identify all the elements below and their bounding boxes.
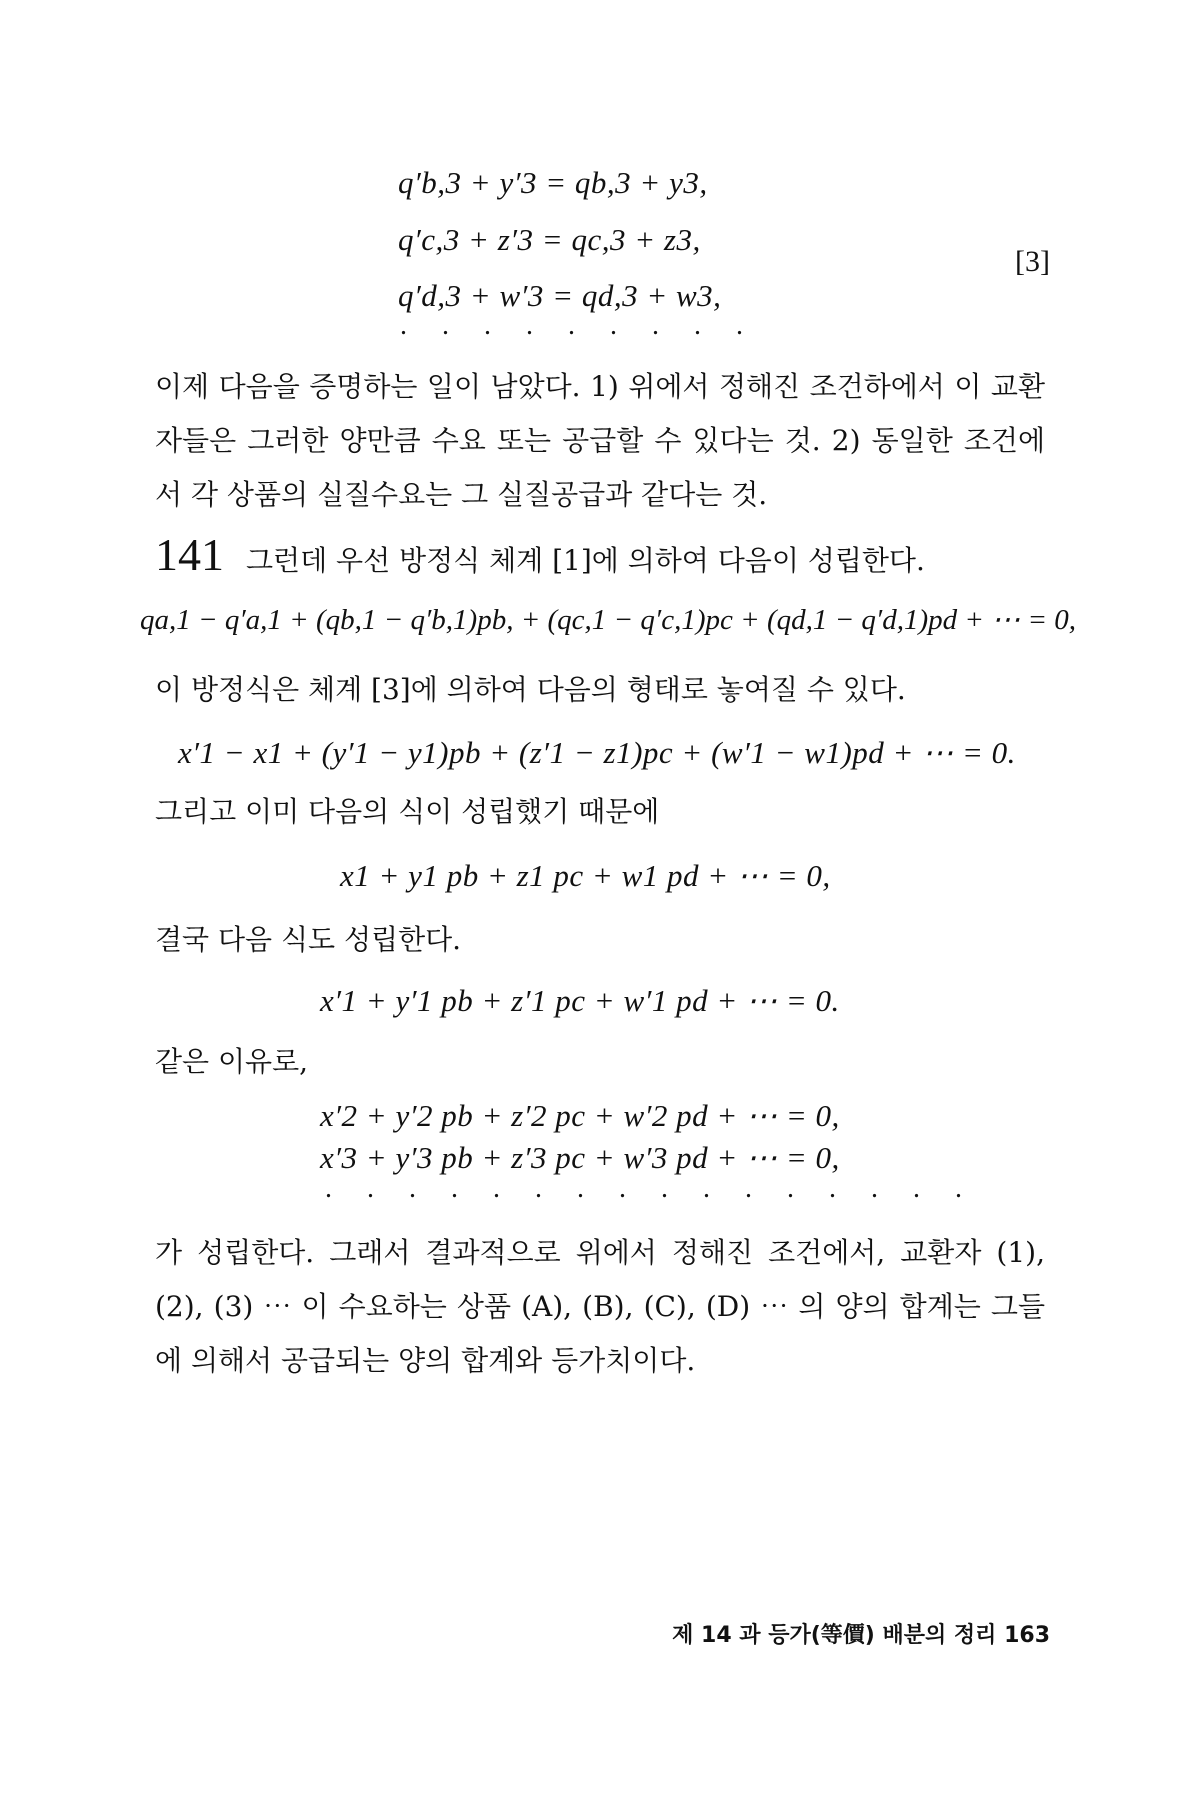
- equation-2: x′1 − x1 + (y′1 − y1)pb + (z′1 − z1)pc + (w′1 − w1)pd + ⋯ = 0.: [178, 735, 1016, 770]
- equation-3-line-1: q′b,3 + y′3 = qb,3 + y3,: [398, 165, 708, 200]
- text-line-4: 결국 다음 식도 성립한다.: [155, 923, 462, 956]
- continuation-dots-short: . . . . . . . . .: [400, 310, 757, 341]
- equation-3: x1 + y1 pb + z1 pc + w1 pd + ⋯ = 0,: [340, 858, 831, 893]
- equation-6: x′3 + y′3 pb + z′3 pc + w′3 pd + ⋯ = 0,: [320, 1140, 840, 1175]
- paragraph-final: 가 성립한다. 그래서 결과적으로 위에서 정해진 조건에서, 교환자 (1), (2), (3) ⋯ 이 수요하는 상품 (A), (B), (C), (D) ⋯ 의 양의 합계는 그들에 의해서 공급되는 양의 합계와 등가치이다.: [155, 1236, 1045, 1377]
- text-line-2: 이 방정식은 체계 [3]에 의하여 다음의 형태로 놓여질 수 있다.: [155, 673, 906, 706]
- equation-4: x′1 + y′1 pb + z′1 pc + w′1 pd + ⋯ = 0.: [320, 983, 840, 1018]
- section-text: 그런데 우선 방정식 체계 [1]에 의하여 다음이 성립한다.: [246, 544, 925, 577]
- paragraph-1: 이제 다음을 증명하는 일이 남았다. 1) 위에서 정해진 조건하에서 이 교환자들은 그러한 양만큼 수요 또는 공급할 수 있다는 것. 2) 동일한 조건에서 각 상품의 실질수요는 그 실질공급과 같다는 것.: [155, 370, 1045, 511]
- text-line-5: 같은 이유로,: [155, 1045, 309, 1078]
- page-footer: 제 14 과 등가(等價) 배분의 정리 163: [672, 1623, 1050, 1648]
- equation-141: qa,1 − q′a,1 + (qb,1 − q′b,1)pb, + (qc,1 − q′c,1)pc + (qd,1 − q′d,1)pd + ⋯ = 0,: [140, 604, 1077, 636]
- equation-3-line-2: q′c,3 + z′3 = qc,3 + z3,: [398, 222, 701, 257]
- section-number: 141: [155, 529, 224, 580]
- equation-number: [3]: [1015, 245, 1050, 278]
- text-line-3: 그리고 이미 다음의 식이 성립했기 때문에: [155, 795, 660, 828]
- equation-5: x′2 + y′2 pb + z′2 pc + w′2 pd + ⋯ = 0,: [320, 1098, 840, 1133]
- continuation-dots-long: . . . . . . . . . . . . . . . .: [325, 1173, 976, 1204]
- equation-3-line-3: q′d,3 + w′3 = qd,3 + w3,: [398, 278, 722, 313]
- section-141-heading: [155, 528, 925, 581]
